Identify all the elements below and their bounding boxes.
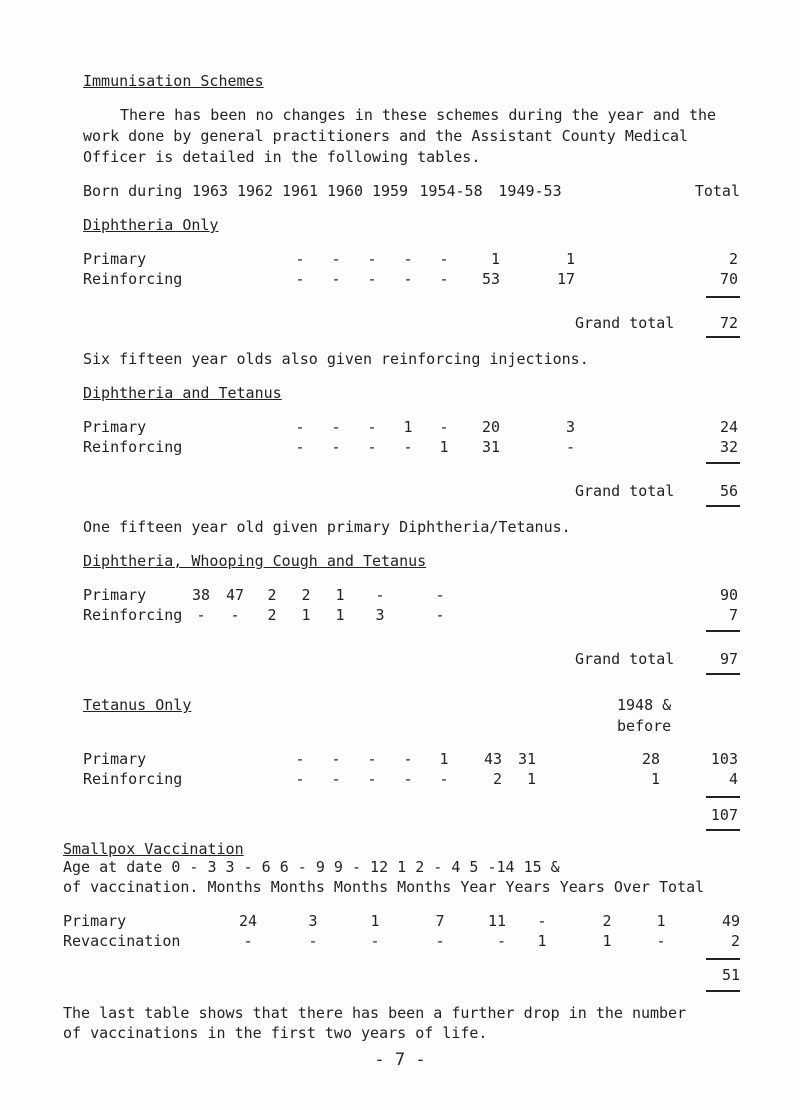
cell: - bbox=[439, 250, 449, 268]
cell: - bbox=[403, 250, 413, 268]
smallpox-header-line-1: Age at date 0 - 3 3 - 6 6 - 9 9 - 12 1 2 - 4 5 -14 15 & bbox=[63, 858, 560, 876]
cell: 1 bbox=[656, 912, 666, 930]
row-total: 2 bbox=[730, 932, 740, 950]
cell: 53 bbox=[481, 270, 500, 288]
cell: - bbox=[656, 932, 666, 950]
cell: 7 bbox=[435, 912, 445, 930]
row-total: 103 bbox=[710, 750, 738, 768]
cell: 1 bbox=[403, 418, 413, 436]
cell: 43 bbox=[483, 750, 502, 768]
cell: 24 bbox=[238, 912, 258, 930]
cell: 2 bbox=[602, 912, 612, 930]
cell: 2 bbox=[267, 586, 277, 604]
divider bbox=[706, 958, 740, 960]
divider bbox=[706, 462, 740, 464]
cell: 2 bbox=[492, 770, 502, 788]
cell: - bbox=[439, 270, 449, 288]
intro-line-3: Officer is detailed in the following tables. bbox=[83, 148, 481, 166]
cell: - bbox=[331, 418, 341, 436]
smallpox-title: Smallpox Vaccination bbox=[63, 840, 244, 858]
row-label: Primary bbox=[83, 750, 147, 768]
cell: 1 bbox=[565, 250, 575, 268]
page-number: - 7 - bbox=[374, 1050, 426, 1070]
year-header-1963: 1963 bbox=[191, 182, 229, 200]
row-label: Reinforcing bbox=[83, 438, 183, 456]
row-total: 4 bbox=[728, 770, 738, 788]
cell: 2 bbox=[267, 606, 277, 624]
cell: - bbox=[331, 438, 341, 456]
cell: - bbox=[331, 770, 341, 788]
dwc-tetanus-title: Diphtheria, Whooping Cough and Tetanus bbox=[83, 552, 427, 570]
diphtheria-tetanus-title: Diphtheria and Tetanus bbox=[83, 384, 282, 402]
row-label: Primary bbox=[83, 250, 147, 268]
cell: 17 bbox=[556, 270, 575, 288]
cell: - bbox=[295, 418, 305, 436]
year-header-1960: 1960 bbox=[326, 182, 364, 200]
divider bbox=[706, 796, 740, 798]
cell: 2 bbox=[301, 586, 311, 604]
cell: 1 bbox=[335, 586, 345, 604]
cell: - bbox=[375, 586, 385, 604]
row-total: 2 bbox=[728, 250, 738, 268]
grand-total-value: 97 bbox=[719, 650, 738, 668]
cell: - bbox=[367, 270, 377, 288]
cell: - bbox=[295, 750, 305, 768]
cell: - bbox=[367, 418, 377, 436]
cell: - bbox=[243, 932, 253, 950]
grand-total-value: 107 bbox=[710, 806, 738, 824]
grand-total-value: 72 bbox=[719, 314, 738, 332]
cell: - bbox=[370, 932, 380, 950]
cell: 1 bbox=[301, 606, 311, 624]
row-total: 32 bbox=[719, 438, 738, 456]
row-label: Primary bbox=[83, 418, 147, 436]
cell: 38 bbox=[191, 586, 211, 604]
born-during-label: Born during bbox=[83, 182, 183, 200]
cell: - bbox=[331, 250, 341, 268]
divider bbox=[706, 296, 740, 298]
cell: - bbox=[403, 438, 413, 456]
cell: - bbox=[295, 250, 305, 268]
cell: - bbox=[196, 606, 206, 624]
intro-line-2: work done by general practitioners and the Assistant County Medical bbox=[83, 127, 689, 145]
cell: - bbox=[496, 932, 506, 950]
cell-extra: 1 bbox=[650, 770, 660, 788]
cell: - bbox=[331, 270, 341, 288]
year-header-1949-53: 1949-53 bbox=[498, 182, 562, 200]
cell: - bbox=[537, 912, 547, 930]
cell: - bbox=[435, 932, 445, 950]
divider bbox=[706, 990, 740, 992]
cell-extra: 28 bbox=[641, 750, 660, 768]
grand-total-value: 56 bbox=[719, 482, 738, 500]
row-total: 90 bbox=[719, 586, 738, 604]
cell: 1 bbox=[490, 250, 500, 268]
year-header-1961: 1961 bbox=[281, 182, 319, 200]
row-label: Revaccination bbox=[63, 932, 181, 950]
cell: - bbox=[295, 770, 305, 788]
cell: 1 bbox=[526, 770, 536, 788]
row-label: Reinforcing bbox=[83, 270, 183, 288]
intro-line-1: There has been no changes in these schemes during the year and the bbox=[120, 106, 717, 124]
cell: - bbox=[367, 438, 377, 456]
cell: - bbox=[439, 770, 449, 788]
cell: 3 bbox=[308, 912, 318, 930]
cell: 1 bbox=[439, 438, 449, 456]
note-text: One fifteen year old given primary Diphtheria/Tetanus. bbox=[83, 518, 571, 536]
grand-total-label: Grand total bbox=[575, 314, 675, 332]
year-header-1962: 1962 bbox=[236, 182, 274, 200]
divider bbox=[706, 336, 740, 338]
cell: 47 bbox=[225, 586, 245, 604]
cell: - bbox=[367, 250, 377, 268]
cell: 31 bbox=[481, 438, 500, 456]
cell: - bbox=[403, 270, 413, 288]
cell: 1 bbox=[537, 932, 547, 950]
cell: - bbox=[295, 270, 305, 288]
closing-line-1: The last table shows that there has been a further drop in the number bbox=[63, 1004, 687, 1022]
year-header-1959: 1959 bbox=[371, 182, 409, 200]
cell: - bbox=[439, 418, 449, 436]
cell: - bbox=[435, 586, 445, 604]
cell: 31 bbox=[517, 750, 536, 768]
cell: - bbox=[403, 770, 413, 788]
grand-total-value: 51 bbox=[721, 966, 740, 984]
cell: 20 bbox=[481, 418, 500, 436]
cell: - bbox=[230, 606, 240, 624]
grand-total-label: Grand total bbox=[575, 650, 675, 668]
cell: 1 bbox=[370, 912, 380, 930]
cell: - bbox=[331, 750, 341, 768]
cell: - bbox=[367, 770, 377, 788]
total-header: Total bbox=[694, 182, 740, 200]
cell: - bbox=[308, 932, 318, 950]
cell: 1 bbox=[335, 606, 345, 624]
cell: - bbox=[367, 750, 377, 768]
cell: - bbox=[403, 750, 413, 768]
closing-line-2: of vaccinations in the first two years of life. bbox=[63, 1024, 488, 1042]
cell: 1 bbox=[439, 750, 449, 768]
divider bbox=[706, 630, 740, 632]
cell: 3 bbox=[565, 418, 575, 436]
cell: - bbox=[435, 606, 445, 624]
year-header-1954-58: 1954-58 bbox=[419, 182, 483, 200]
row-label: Primary bbox=[63, 912, 127, 930]
divider bbox=[706, 505, 740, 507]
cell: - bbox=[295, 438, 305, 456]
section-title: Immunisation Schemes bbox=[83, 72, 264, 90]
diphtheria-only-title: Diphtheria Only bbox=[83, 216, 219, 234]
extra-header-line-1: 1948 & bbox=[617, 696, 672, 714]
row-total: 7 bbox=[728, 606, 738, 624]
cell: 11 bbox=[487, 912, 506, 930]
row-total: 70 bbox=[719, 270, 738, 288]
divider bbox=[706, 673, 740, 675]
row-label: Primary bbox=[83, 586, 147, 604]
cell: 3 bbox=[375, 606, 385, 624]
smallpox-header-line-2: of vaccination. Months Months Months Months Year Years Years Over Total bbox=[63, 878, 705, 896]
row-label: Reinforcing bbox=[83, 770, 183, 788]
row-label: Reinforcing bbox=[83, 606, 183, 624]
row-total: 24 bbox=[719, 418, 738, 436]
cell: - bbox=[565, 438, 575, 456]
tetanus-only-title: Tetanus Only bbox=[83, 696, 192, 714]
note-text: Six fifteen year olds also given reinforcing injections. bbox=[83, 350, 589, 368]
divider bbox=[706, 829, 740, 831]
extra-header-line-2: before bbox=[617, 717, 672, 735]
row-total: 49 bbox=[721, 912, 740, 930]
cell: 1 bbox=[602, 932, 612, 950]
grand-total-label: Grand total bbox=[575, 482, 675, 500]
